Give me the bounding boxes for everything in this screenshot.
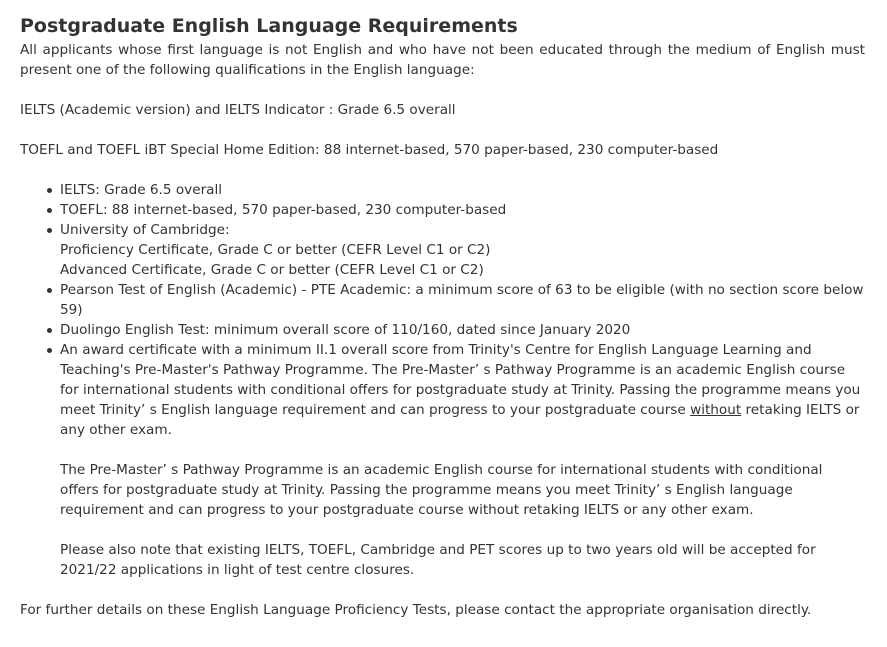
- intro-paragraph: All applicants whose first language is not English and who have not been educated through the medium of English must present one of the following qualifications in the English language:: [20, 42, 865, 78]
- qualifications-list: [20, 180, 865, 580]
- award-text-end: retaking IELTS or any other exam.: [60, 402, 860, 438]
- award-paragraph-2: The Pre-Master’ s Pathway Programme is an academic English course for international students with conditional offers for postgraduate study at Trinity. Passing the programme means you meet Trinity’ s English language requirement and can progress to your postgraduate course without retaking IELTS or any other exam.: [60, 462, 823, 518]
- cambridge-advanced: Advanced Certificate, Grade C or better (CEFR Level C1 or C2): [60, 262, 484, 278]
- cambridge-heading: University of Cambridge:: [60, 222, 230, 238]
- list-item-ielts: IELTS: Grade 6.5 overall: [60, 180, 865, 200]
- cambridge-proficiency: Proficiency Certificate, Grade C or better (CEFR Level C1 or C2): [60, 242, 491, 258]
- page-title: Postgraduate English Language Requirements: [20, 15, 518, 37]
- footer-note: For further details on these English Language Proficiency Tests, please contact the appropriate organisation directly.: [20, 602, 812, 618]
- spacer: [60, 440, 865, 460]
- list-item-cambridge: [60, 220, 865, 280]
- toefl-requirement-line: TOEFL and TOEFL iBT Special Home Edition: 88 internet-based, 570 paper-based, 230 computer-based: [20, 142, 719, 158]
- award-underlined-word: without: [690, 402, 742, 418]
- list-item-award: [60, 340, 865, 580]
- spacer: [60, 520, 865, 540]
- list-item-pearson: Pearson Test of English (Academic) - PTE Academic: a minimum score of 63 to be eligible (with no section score below 59): [60, 282, 864, 318]
- award-paragraph-3: Please also note that existing IELTS, TOEFL, Cambridge and PET scores up to two years old will be accepted for 2021/22 applications in light of test centre closures.: [60, 542, 816, 578]
- list-item-toefl: TOEFL: 88 internet-based, 570 paper-based, 230 computer-based: [60, 200, 865, 220]
- award-text: An award certificate with a minimum II.1 overall score from Trinity's Centre for English Language Learning and Teaching's Pre-Master's Pathway Programme. The Pre-Master’ s Pathway Programme is an academic English course for international students with conditional offers for postgraduate study at Trinity. Passing the programme means you meet Trinity’ s English language requirement and can progress to your postgraduate course: [60, 342, 861, 418]
- ielts-requirement-line: IELTS (Academic version) and IELTS Indicator : Grade 6.5 overall: [20, 102, 456, 118]
- list-item-duolingo: Duolingo English Test: minimum overall score of 110/160, dated since January 2020: [60, 320, 865, 340]
